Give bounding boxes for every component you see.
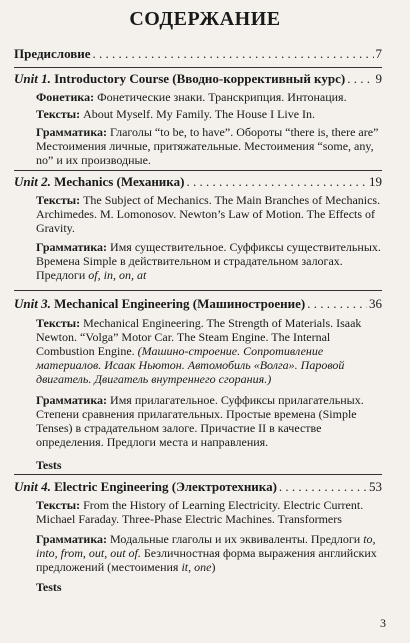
unit-number: Unit 1. xyxy=(14,71,51,86)
leader-dots xyxy=(307,296,367,312)
leader-dots xyxy=(186,174,367,190)
unit-2-texts: Тексты: The Subject of Mechanics. The Main Branches of Mechanics. Archimedes. M. Lomonosov. Newton’s Law of Motion. The Effects of Gravity. xyxy=(36,193,381,235)
toc-page-number: 7 xyxy=(375,46,382,61)
toc-page-number: 19 xyxy=(369,174,382,189)
unit-number: Unit 4. xyxy=(14,479,51,494)
divider xyxy=(14,290,382,291)
unit-4-texts: Тексты: From the History of Learning Electricity. Electric Current. Michael Faraday. Three-Phase Electric Machines. Transformers xyxy=(36,498,364,526)
toc-unit-1[interactable] xyxy=(14,71,382,87)
toc-page-number: 9 xyxy=(375,71,382,86)
unit-1-texts: Тексты: About Myself. My Family. The House I Live In. xyxy=(36,107,316,121)
toc-unit-3[interactable] xyxy=(14,296,382,312)
unit-number: Unit 2. xyxy=(14,174,51,189)
unit-2-grammar: Грамматика: Имя существительное. Суффиксы существительных. Времена Simple в действительном и страдательном залогах. Предлоги of, in, on, at xyxy=(36,240,381,282)
unit-3-grammar: Грамматика: Имя прилагательное. Суффиксы прилагательных. Степени сравнения прилагательных. Простые времена (Simple Tenses) в страдательном залоге. Причастие II в качестве определения. Предлоги места и направления. xyxy=(36,393,364,449)
unit-1-phonetics: Фонетика: Фонетические знаки. Транскрипция. Интонация. xyxy=(36,90,347,104)
unit-title: Mechanical Engineering (Машиностроение) xyxy=(50,296,306,311)
toc-preface[interactable] xyxy=(14,46,382,62)
unit-1-grammar: Грамматика: Глаголы “to be, to have”. Обороты “there is, there are” Местоимения личные, притяжательные. Местоимения “some, any, no” и их производные. xyxy=(36,125,379,167)
page-title: СОДЕРЖАНИЕ xyxy=(129,8,281,30)
unit-title: Electric Engineering (Электротехника) xyxy=(50,479,277,494)
leader-dots xyxy=(93,46,374,62)
toc-unit-4[interactable] xyxy=(14,479,382,495)
unit-3-texts: Тексты: Mechanical Engineering. The Strength of Materials. Isaak Newton. “Volga” Motor Car. The Steam Engine. The Internal Combustion Engine. (Машино-строение. Сопротивление материалов. Исаак Ньютон. Автомобиль «Волга». Паровой двигатель. Двигатель внутреннего сгорания.) xyxy=(36,316,362,386)
unit-4-tests[interactable]: Tests xyxy=(36,580,62,594)
toc-preface-label: Предисловие xyxy=(14,46,91,61)
unit-title: Mechanics (Механика) xyxy=(50,174,185,189)
toc-page-number: 53 xyxy=(369,479,382,494)
leader-dots xyxy=(347,71,373,87)
toc-page-number: 36 xyxy=(369,296,382,311)
divider xyxy=(14,67,382,68)
leader-dots xyxy=(279,479,367,495)
divider xyxy=(14,474,382,475)
page-number: 3 xyxy=(380,616,386,630)
unit-title: Introductory Course (Вводно-коррективный курс) xyxy=(50,71,346,86)
unit-3-tests[interactable]: Tests xyxy=(36,458,62,472)
unit-4-grammar: Грамматика: Модальные глаголы и их эквиваленты. Предлоги to, into, from, out, out of. Безличностная форма выражения английских предложений (местоимения it, one) xyxy=(36,532,377,574)
unit-number: Unit 3. xyxy=(14,296,51,311)
divider xyxy=(14,170,382,171)
toc-unit-2[interactable] xyxy=(14,174,382,190)
